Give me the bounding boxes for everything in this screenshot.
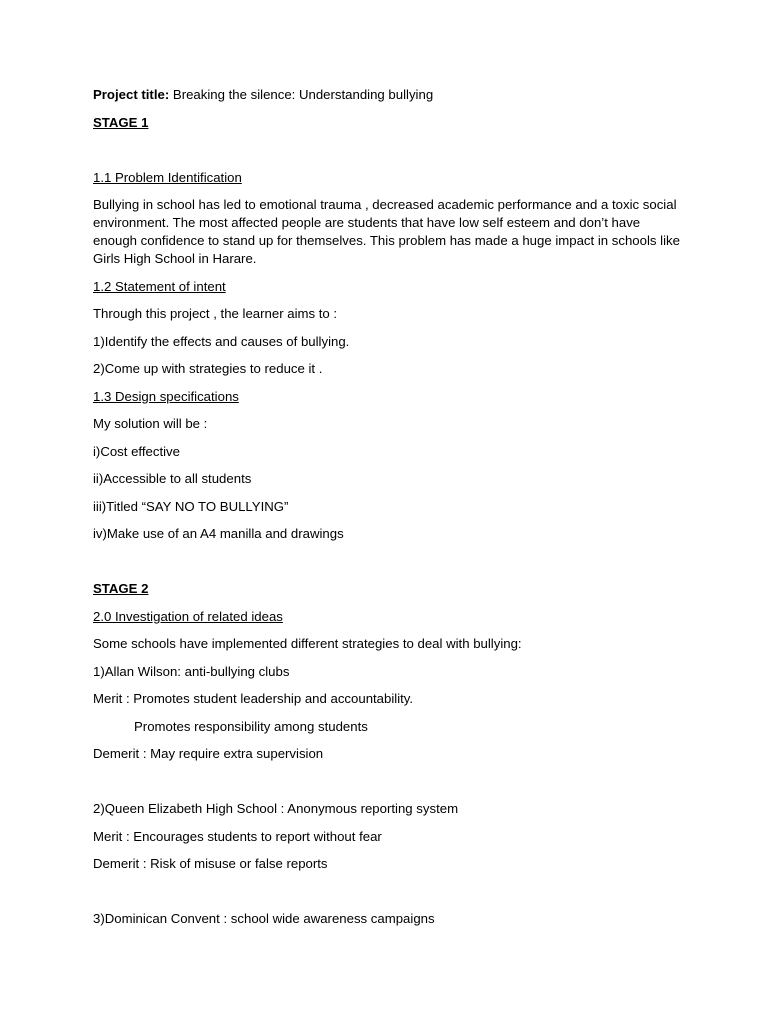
design-specifications-intro: My solution will be :: [93, 416, 208, 431]
design-specifications-heading: 1.3 Design specifications: [93, 388, 239, 404]
idea-1-merit: Merit : Promotes student leadership and accountability.: [93, 691, 414, 706]
project-title-line: [93, 86, 683, 104]
idea-1-demerit: Demerit : May require extra supervision: [93, 746, 324, 761]
idea-2-merit: Merit : Encourages students to report without fear: [93, 828, 382, 844]
investigation-heading: 2.0 Investigation of related ideas: [93, 608, 283, 624]
spec-item-1: i)Cost effective: [93, 443, 180, 459]
idea-2-demerit: Demerit : Risk of misuse or false reports: [93, 856, 328, 871]
spec-item-4: iv)Make use of an A4 manilla and drawings: [93, 526, 344, 541]
statement-of-intent-intro: Through this project , the learner aims to :: [93, 306, 338, 321]
idea-1-merit-continued: Promotes responsibility among students: [134, 718, 368, 734]
idea-2-title: 2)Queen Elizabeth High School : Anonymous reporting system: [93, 801, 459, 816]
problem-identification-heading: 1.1 Problem Identification: [93, 169, 242, 185]
aim-item-1: 1)Identify the effects and causes of bullying.: [93, 333, 350, 349]
idea-1-title: 1)Allan Wilson: anti-bullying clubs: [93, 663, 290, 679]
aim-item-2: 2)Come up with strategies to reduce it .: [93, 361, 323, 376]
document-page: [93, 86, 683, 928]
idea-3-title: 3)Dominican Convent : school wide awareness campaigns: [93, 911, 435, 926]
spec-item-3: iii)Titled “SAY NO TO BULLYING”: [93, 498, 289, 514]
statement-of-intent-heading: 1.2 Statement of intent: [93, 278, 226, 294]
project-title-colon: :: [164, 87, 170, 102]
problem-identification-text: Bullying in school has led to emotional trauma , decreased academic performance and a toxic social environment. The most affected people are students that have low self esteem and don’t have enough confidence to stand up for themselves. This problem has made a huge impact in schools like Girls High School in Harare.: [93, 197, 680, 266]
investigation-intro: Some schools have implemented different strategies to deal with bullying:: [93, 636, 522, 651]
stage2-heading: STAGE 2: [93, 581, 149, 596]
spec-item-2: ii)Accessible to all students: [93, 471, 252, 486]
stage1-heading: STAGE 1: [93, 114, 149, 130]
project-title-text: Breaking the silence: Understanding bullying: [172, 87, 434, 102]
project-title-label: Project title: [93, 87, 165, 102]
